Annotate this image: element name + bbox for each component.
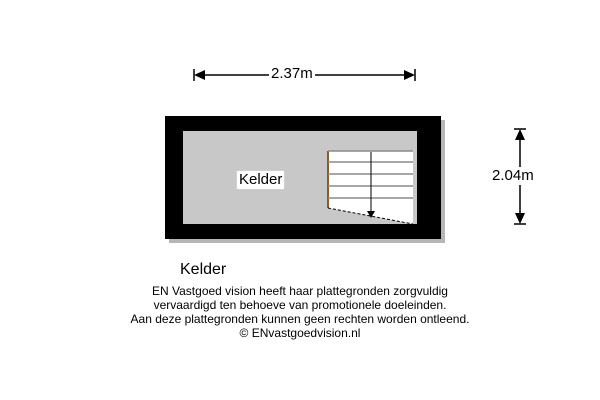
width-arrow-left: [194, 70, 205, 80]
disclaimer-line: EN Vastgoed vision heeft haar plattegronden zorgvuldig: [152, 284, 448, 298]
copyright-line: © ENvastgoedvision.nl: [239, 326, 361, 340]
disclaimer-line: vervaardigd ten behoeve van promotionele doeleinden.: [153, 298, 447, 312]
height-dimension-label: 2.04m: [492, 167, 534, 184]
height-arrow-bottom: [515, 213, 525, 224]
disclaimer: [0, 284, 600, 340]
disclaimer-line: Aan deze plattegronden kunnen geen rechten worden ontleend.: [130, 312, 470, 326]
room-label: Kelder: [236, 170, 285, 190]
width-arrow-right: [404, 70, 415, 80]
floor-title: Kelder: [180, 261, 227, 278]
width-dimension-label: 2.37m: [271, 65, 313, 82]
height-arrow-top: [515, 129, 525, 140]
